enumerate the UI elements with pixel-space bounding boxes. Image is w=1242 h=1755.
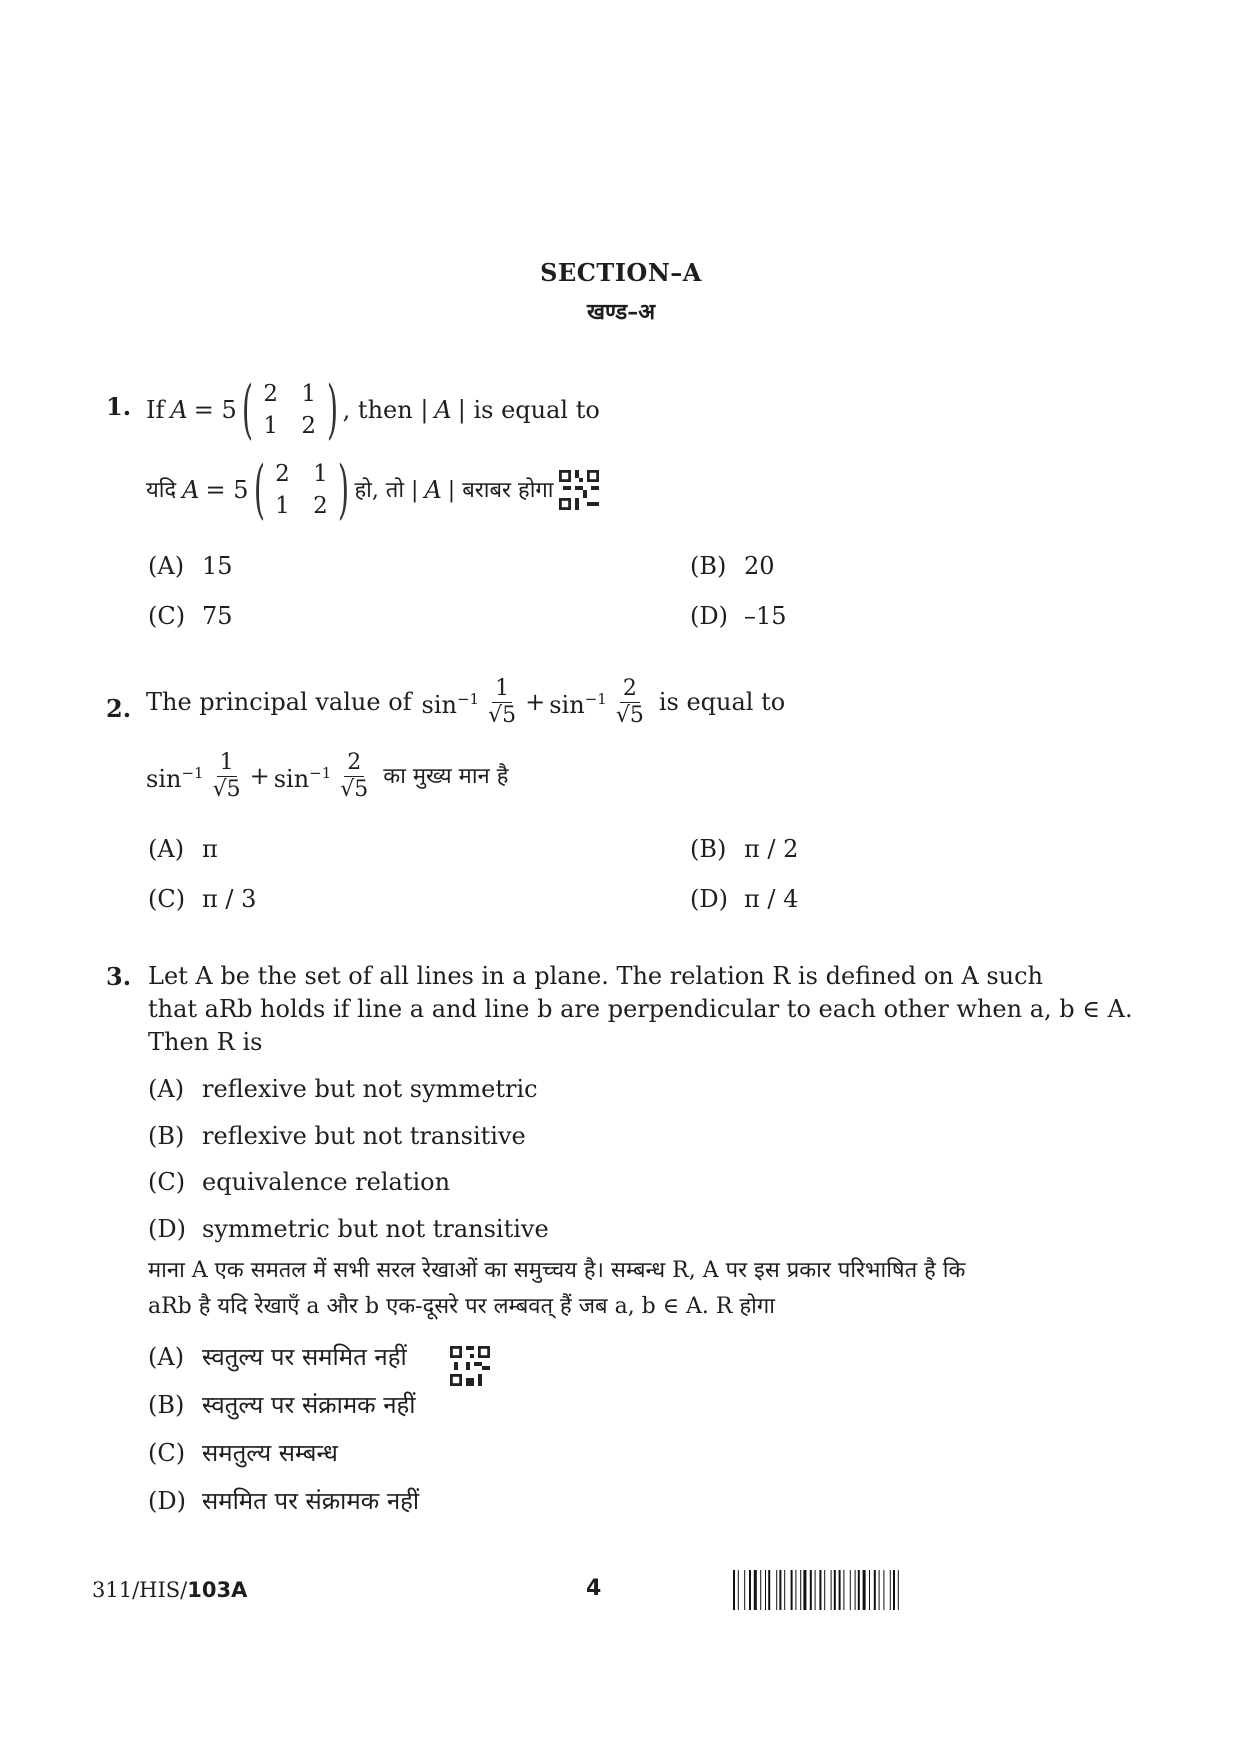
q3-hi-line-2: aRb है यदि रेखाएँ a और b एक-दूसरे पर लम्बवत् हैं जब a, b ∈ A. R होगा	[148, 1294, 775, 1319]
question-2-number: 2.	[106, 694, 132, 723]
q1-option-b: (B) 20	[690, 552, 775, 580]
q1-en-var: A	[170, 395, 188, 424]
question-2-hindi	[146, 750, 508, 803]
q3-option-c: (C) equivalence relation	[148, 1168, 451, 1196]
q1-option-a: (A) 15	[148, 552, 233, 580]
q2-option-a: (A) π	[148, 835, 218, 863]
q1-hi-suffix: हो, तो |	[354, 477, 419, 503]
left-paren: (	[253, 453, 265, 527]
q1-en-var2: A	[434, 395, 452, 424]
q3-hi-line-1: माना A एक समतल में सभी सरल रेखाओं का समुच्चय है। सम्बन्ध R, A पर इस प्रकार परिभाषित है कि	[148, 1258, 966, 1283]
matrix-cell: 2	[275, 461, 290, 487]
matrix-cell: 2	[313, 493, 328, 519]
q2-sin-1: $\sin^{-1}$	[421, 690, 480, 719]
right-paren: )	[326, 373, 338, 447]
q2-en-end: is equal to	[658, 688, 786, 716]
matrix-cell: 2	[263, 381, 279, 407]
q2-hi-fraction-1: $\frac{1}{√5}$	[212, 750, 241, 802]
matrix-cell: 1	[301, 381, 317, 407]
q2-hi-plus: +	[249, 762, 270, 790]
q1-en-prefix: If	[146, 395, 165, 424]
q3-option-d: (D) symmetric but not transitive	[148, 1215, 549, 1243]
matrix-cell: 1	[313, 461, 328, 487]
q1-option-c: (C) 75	[148, 602, 233, 630]
q3-hi-option-b: (B) स्वतुल्य पर संक्रामक नहीं	[148, 1391, 416, 1419]
q1-hi-var: A	[182, 475, 200, 504]
right-paren: )	[338, 453, 350, 527]
qr-code-icon	[559, 470, 599, 510]
q1-option-d: (D) –15	[690, 602, 787, 630]
matrix-cell: 1	[275, 493, 290, 519]
q2-fraction-2: $\frac{2}{√5}$	[615, 676, 644, 728]
q1-en-suffix: , then |	[342, 395, 429, 424]
question-1-number: 1.	[106, 392, 132, 421]
q2-option-c: (C) π / 3	[148, 885, 257, 913]
q2-en-prefix: The principal value of	[146, 688, 412, 716]
q2-sin-2: $\sin^{-1}$	[549, 690, 607, 719]
question-1-hindi	[146, 453, 599, 527]
q1-hi-eq: = 5	[205, 475, 249, 504]
q1-matrix	[241, 373, 338, 447]
q3-en-line-1: Let A be the set of all lines in a plane. The relation R is defined on A such	[148, 962, 1043, 990]
q3-hi-option-a: (A) स्वतुल्य पर सममित नहीं	[148, 1343, 407, 1371]
q1-hi-var2: A	[424, 475, 442, 504]
matrix-cell: 2	[301, 413, 317, 439]
q3-hi-option-c: (C) समतुल्य सम्बन्ध	[148, 1439, 338, 1467]
q2-hi-fraction-2: $\frac{2}{√5}$	[340, 750, 369, 802]
q3-en-line-3: Then R is	[148, 1028, 263, 1056]
question-3-number: 3.	[106, 962, 132, 991]
q1-hi-matrix	[253, 453, 350, 527]
q2-option-b: (B) π / 2	[690, 835, 799, 863]
section-subtitle: खण्ड–अ	[586, 299, 656, 325]
q2-option-d: (D) π / 4	[690, 885, 799, 913]
q1-hi-end: | बराबर होगा	[447, 477, 554, 503]
q1-en-end: | is equal to	[457, 395, 600, 424]
question-1-english	[146, 373, 600, 447]
q3-hi-option-d: (D) सममित पर संक्रामक नहीं	[148, 1487, 420, 1515]
q1-hi-prefix: यदि	[146, 477, 177, 503]
question-2-english	[146, 676, 785, 729]
page-number: 4	[586, 1576, 602, 1601]
q3-option-b: (B) reflexive but not transitive	[148, 1122, 526, 1150]
q1-en-eq: = 5	[193, 395, 237, 424]
section-title: SECTION–A	[540, 258, 702, 287]
q2-hi-sin-2: $\sin^{-1}$	[273, 764, 332, 793]
q2-hi-end: का मुख्य मान है	[383, 764, 509, 789]
matrix-cell: 1	[263, 413, 279, 439]
q3-option-a: (A) reflexive but not symmetric	[148, 1075, 538, 1103]
barcode-icon	[733, 1570, 1008, 1610]
left-paren: (	[241, 373, 253, 447]
qr-code-icon	[450, 1346, 490, 1386]
q2-plus: +	[525, 688, 546, 716]
q2-hi-sin-1: $\sin^{-1}$	[146, 764, 204, 793]
q2-fraction-1: $\frac{1}{√5}$	[488, 676, 517, 728]
paper-code: 311/HIS/103A	[92, 1578, 248, 1602]
q3-en-line-2: that aRb holds if line a and line b are perpendicular to each other when a, b ∈ A.	[148, 995, 1133, 1023]
